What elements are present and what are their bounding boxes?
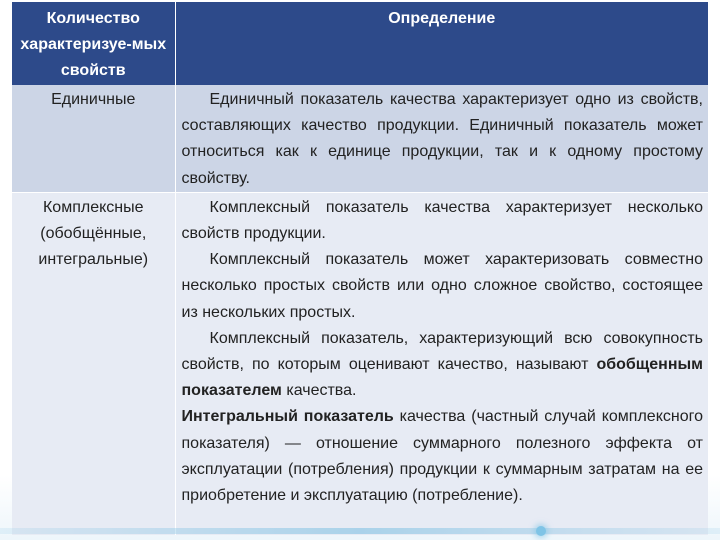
table-header-row	[12, 2, 708, 85]
table-row	[12, 85, 708, 192]
definition-cell-single	[175, 85, 708, 192]
definition-paragraph: Единичный показатель качества характеризует одно из свойств, составляющих качество продукции. Единичный показатель может относиться как к единице продукции, так и к одному простому свойству.	[181, 91, 703, 187]
header-definition	[175, 2, 708, 85]
definitions-table	[12, 2, 708, 535]
header-quantity-text: Количество характеризуе-мых свойств	[20, 10, 167, 79]
type-label-line: интегральные)	[38, 250, 149, 268]
decorative-bottom-line	[0, 528, 720, 534]
table-row	[12, 192, 708, 535]
type-label-line: Комплексные	[42, 198, 144, 216]
definition-paragraph	[182, 404, 704, 509]
definition-paragraph: Комплексный показатель может характеризовать совместно несколько простых свойств или одно сложное свойство, состоящее из нескольких простых.	[181, 251, 703, 321]
bold-term-integral: Интегральный показатель	[181, 408, 394, 426]
definition-paragraph	[182, 326, 704, 405]
paragraph-text: качества.	[281, 382, 357, 400]
type-cell-single	[12, 85, 175, 192]
type-cell-complex	[12, 192, 175, 535]
header-quantity	[12, 2, 175, 85]
paragraph-text: качества (частный случай комплексного показателя) — отношение суммарного полезного эффекта от эксплуатации (потребления) продукции к суммарным затратам на ее приобретение и эксплуатацию (потребление).	[181, 408, 704, 505]
decorative-glow-dot	[536, 526, 546, 536]
definition-paragraph: Комплексный показатель качества характеризует несколько свойств продукции.	[181, 198, 703, 243]
type-label-line: (обобщённые,	[40, 224, 147, 242]
paragraph-text: Комплексный показатель, характеризующий всю совокупность свойств, по которым оценивают качество, называют	[181, 329, 703, 374]
type-label: Единичные	[51, 91, 136, 108]
bold-term-generalized: обобщенным показателем	[181, 356, 703, 400]
header-definition-text: Определение	[388, 10, 496, 27]
definition-cell-complex	[175, 192, 708, 535]
